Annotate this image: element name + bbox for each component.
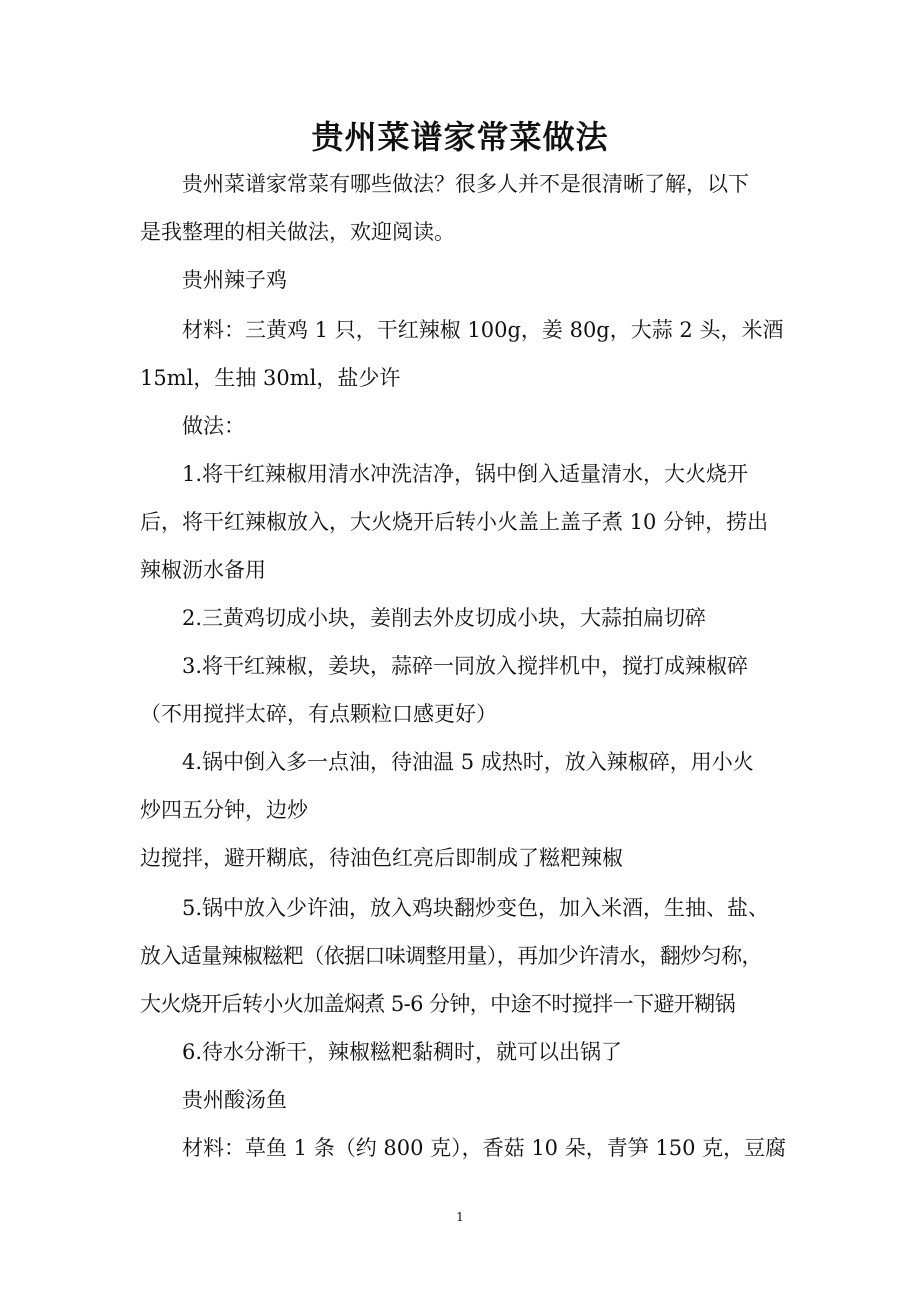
step-1-line-2: 后，将干红辣椒放入，大火烧开后转小火盖上盖子煮 10 分钟，捞出 xyxy=(140,510,769,534)
intro-line-2: 是我整理的相关做法，欢迎阅读。 xyxy=(140,220,455,244)
step-5-line-3: 大火烧开后转小火加盖焖煮 5-6 分钟，中途不时搅拌一下避开糊锅 xyxy=(140,992,735,1016)
step-6: 6.待水分渐干，辣椒糍粑黏稠时，就可以出锅了 xyxy=(182,1040,623,1064)
step-3-line-1: 3.将干红辣椒，姜块，蒜碎一同放入搅拌机中，搅打成辣椒碎 xyxy=(182,654,749,678)
step-5-line-2: 放入适量辣椒糍粑（依据口味调整用量），再加少许清水，翻炒匀称， xyxy=(140,944,762,968)
step-1-line-1: 1.将干红辣椒用清水冲洗洁净，锅中倒入适量清水，大火烧开 xyxy=(182,462,749,486)
ingredients-line-1: 材料：三黄鸡 1 只，干红辣椒 100g，姜 80g，大蒜 2 头，米酒 xyxy=(182,318,784,342)
step-4-line-2: 炒四五分钟，边炒 xyxy=(140,798,308,822)
step-5-line-1: 5.锅中放入少许油，放入鸡块翻炒变色，加入米酒，生抽、盐、 xyxy=(182,896,770,920)
recipe-heading-lazi-chicken: 贵州辣子鸡 xyxy=(182,268,287,292)
document-title: 贵州菜谱家常菜做法 xyxy=(311,118,609,156)
step-2: 2.三黄鸡切成小块，姜削去外皮切成小块，大蒜拍扁切碎 xyxy=(182,606,707,630)
intro-line-1: 贵州菜谱家常菜有哪些做法？很多人并不是很清晰了解，以下 xyxy=(182,172,749,196)
step-4-line-3: 边搅拌，避开糊底，待油色红亮后即制成了糍粑辣椒 xyxy=(140,846,623,870)
step-4-line-1: 4.锅中倒入多一点油，待油温 5 成热时，放入辣椒碎，用小火 xyxy=(182,750,754,774)
step-3-line-2: （不用搅拌太碎，有点颗粒口感更好） xyxy=(140,702,497,726)
method-label: 做法： xyxy=(182,414,245,438)
recipe-heading-sour-soup-fish: 贵州酸汤鱼 xyxy=(182,1088,287,1112)
step-1-line-3: 辣椒沥水备用 xyxy=(140,558,266,582)
page-number: 1 xyxy=(456,1210,464,1224)
ingredients-line-2: 15ml，生抽 30ml，盐少许 xyxy=(140,366,401,390)
fish-ingredients-line-1: 材料：草鱼 1 条（约 800 克），香菇 10 朵，青笋 150 克，豆腐 xyxy=(182,1136,787,1160)
